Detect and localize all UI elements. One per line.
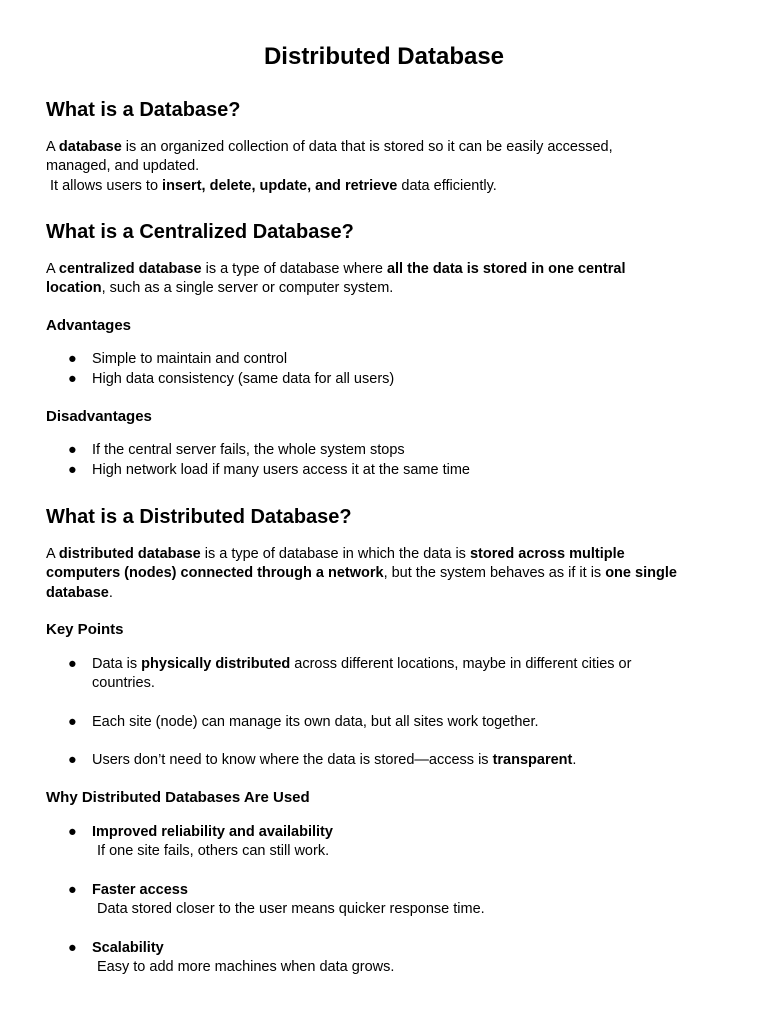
bold-term: database bbox=[46, 584, 109, 601]
text-run: A bbox=[46, 546, 59, 562]
bullet-icon: ● bbox=[68, 752, 77, 768]
bold-term: physically distributed bbox=[141, 656, 291, 672]
subheading-key-points: Key Points bbox=[46, 621, 124, 638]
section-heading-distributed: What is a Distributed Database? bbox=[46, 506, 352, 528]
bold-term: insert, delete, update, and retrieve bbox=[162, 177, 398, 194]
text-run: A bbox=[46, 139, 59, 155]
section-heading-centralized: What is a Centralized Database? bbox=[46, 221, 354, 243]
bold-term: location bbox=[46, 280, 102, 297]
bullet-icon: ● bbox=[68, 656, 77, 672]
list-item-description: Data stored closer to the user means quicker response time. bbox=[97, 901, 485, 918]
paragraph-distributed-definition bbox=[46, 545, 726, 603]
subheading-advantages: Advantages bbox=[46, 317, 132, 334]
bullet-icon: ● bbox=[68, 351, 77, 367]
list-item-text bbox=[92, 751, 692, 770]
text-run: . bbox=[572, 752, 577, 768]
list-item bbox=[46, 823, 726, 863]
text-run: A bbox=[46, 261, 59, 277]
document-title: Distributed Database bbox=[263, 43, 505, 70]
bullet-icon: ● bbox=[68, 940, 77, 956]
bold-term: one single bbox=[605, 565, 677, 582]
list-item-text: Simple to maintain and control bbox=[92, 351, 288, 367]
text-run: data efficiently. bbox=[397, 177, 497, 194]
bold-term: distributed database bbox=[58, 546, 201, 562]
list-item-text: Each site (node) can manage its own data, but all sites work together. bbox=[92, 714, 539, 730]
bullet-icon: ● bbox=[68, 882, 77, 898]
list-item-text bbox=[92, 655, 692, 694]
bold-term: centralized database bbox=[58, 261, 202, 277]
bullet-icon: ● bbox=[68, 462, 77, 478]
text-run: is a type of database in which the data is bbox=[200, 546, 470, 562]
list-item-description: Easy to add more machines when data grows. bbox=[97, 959, 395, 976]
text-run: It allows users to bbox=[46, 177, 163, 194]
subheading-disadvantages: Disadvantages bbox=[46, 408, 152, 425]
bold-term: stored across multiple bbox=[469, 546, 625, 562]
text-run: managed, and updated. bbox=[46, 158, 200, 175]
text-run: is a type of database where bbox=[201, 261, 387, 277]
text-run: is an organized collection of data that is stored so it can be easily accessed, bbox=[121, 139, 613, 155]
list-item-text: High network load if many users access it at the same time bbox=[92, 462, 470, 478]
bold-term: computers (nodes) connected through a network bbox=[46, 565, 384, 582]
list-item-text: If the central server fails, the whole system stops bbox=[92, 442, 405, 458]
text-run: countries. bbox=[92, 675, 155, 692]
bullet-icon: ● bbox=[68, 371, 77, 387]
text-run: Data is bbox=[92, 656, 142, 672]
text-run: , such as a single server or computer system. bbox=[101, 280, 394, 297]
text-run: across different locations, maybe in different cities or bbox=[290, 656, 632, 672]
list-item-text: High data consistency (same data for all users) bbox=[92, 371, 395, 387]
list-item-title: Faster access bbox=[92, 882, 188, 898]
bullet-icon: ● bbox=[68, 824, 77, 840]
paragraph-centralized-definition bbox=[46, 260, 726, 299]
bold-term: all the data is stored in one central bbox=[386, 261, 626, 277]
list-item-description: If one site fails, others can still work. bbox=[97, 843, 330, 860]
bold-term: database bbox=[58, 139, 122, 155]
text-run: , but the system behaves as if it is bbox=[383, 565, 606, 582]
bold-term: transparent bbox=[492, 752, 573, 768]
list-item-title: Scalability bbox=[92, 940, 164, 956]
list-item bbox=[46, 939, 726, 979]
list-item bbox=[46, 881, 726, 921]
text-run: Users don’t need to know where the data is stored—access is bbox=[92, 752, 493, 768]
section-heading-database: What is a Database? bbox=[46, 99, 241, 121]
bullet-icon: ● bbox=[68, 442, 77, 458]
text-run: . bbox=[108, 584, 113, 601]
list-item-title: Improved reliability and availability bbox=[92, 824, 333, 840]
subheading-why-used: Why Distributed Databases Are Used bbox=[46, 789, 310, 806]
paragraph-database-definition bbox=[46, 138, 726, 196]
bullet-icon: ● bbox=[68, 714, 77, 730]
